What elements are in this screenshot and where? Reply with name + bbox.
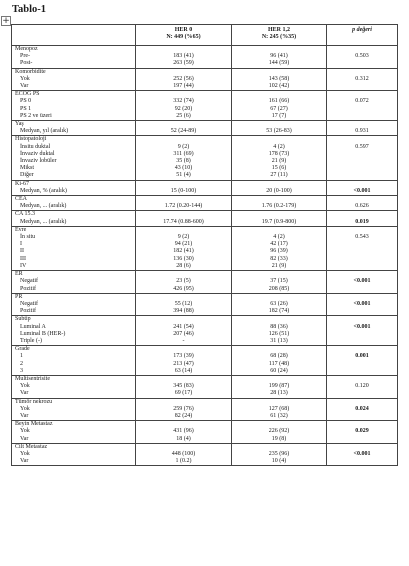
- her0-value: -: [136, 338, 232, 346]
- table-row: [12, 83, 398, 91]
- p-value: 0.931: [327, 128, 398, 136]
- her0-value: 9 (2): [136, 234, 232, 241]
- row-label: I: [12, 241, 136, 248]
- her12-value: 31 (13): [232, 338, 327, 346]
- p-value: [327, 361, 398, 368]
- row-label: Yok: [12, 76, 136, 83]
- row-label: PS 0: [12, 98, 136, 105]
- her12-value: 27 (11): [232, 172, 327, 180]
- table-row: [12, 286, 398, 294]
- her0-value: 52 (24-89): [136, 128, 232, 136]
- row-label: İnsitu duktal: [12, 144, 136, 151]
- her0-value: 263 (59): [136, 60, 232, 68]
- her0-value: 448 (100): [136, 451, 232, 458]
- her12-value: 19.7 (0.9-800): [232, 219, 327, 227]
- section-title: ECOG PS: [12, 91, 136, 99]
- p-value: [327, 113, 398, 121]
- row-label: Medyan, % (aralık): [12, 188, 136, 196]
- her0-value: 28 (6): [136, 263, 232, 271]
- section-spacer: [232, 226, 327, 234]
- section-spacer: [327, 68, 398, 76]
- section-title-row: [12, 346, 398, 354]
- her12-value: 4 (2): [232, 144, 327, 151]
- section-title-row: [12, 211, 398, 219]
- her0-value: 182 (41): [136, 248, 232, 255]
- her12-value: 21 (9): [232, 263, 327, 271]
- table-row: [12, 436, 398, 444]
- row-label: Negatif: [12, 301, 136, 308]
- section-spacer: [136, 180, 232, 188]
- section-spacer: [232, 211, 327, 219]
- her0-value: 252 (56): [136, 76, 232, 83]
- her0-value: 69 (17): [136, 390, 232, 398]
- her12-value: 4 (2): [232, 234, 327, 241]
- row-label: Yok: [12, 428, 136, 435]
- section-title: PR: [12, 293, 136, 301]
- her12-value: 21 (9): [232, 158, 327, 165]
- section-spacer: [327, 293, 398, 301]
- p-value: [327, 436, 398, 444]
- her12-value: 53 (26-83): [232, 128, 327, 136]
- section-spacer: [232, 443, 327, 451]
- her0-value: 213 (47): [136, 361, 232, 368]
- row-label: İn situ: [12, 234, 136, 241]
- p-value: [327, 158, 398, 165]
- row-label: Yok: [12, 451, 136, 458]
- her0-value: 18 (4): [136, 436, 232, 444]
- header-her0: [136, 25, 232, 46]
- section-spacer: [136, 68, 232, 76]
- row-label: İnvaziv duktal: [12, 151, 136, 158]
- her0-value: 92 (20): [136, 106, 232, 113]
- her12-value: 88 (36): [232, 324, 327, 331]
- her0-value: 15 (0-100): [136, 188, 232, 196]
- table-row: [12, 301, 398, 308]
- section-spacer: [327, 346, 398, 354]
- p-value: [327, 263, 398, 271]
- section-spacer: [327, 46, 398, 54]
- row-label: Var: [12, 436, 136, 444]
- section-title-row: [12, 91, 398, 99]
- row-label: Luminal B (HER-): [12, 331, 136, 338]
- p-value: 0.626: [327, 203, 398, 211]
- her0-value: 9 (2): [136, 144, 232, 151]
- her12-value: 199 (87): [232, 383, 327, 390]
- row-label: PS 1: [12, 106, 136, 113]
- table-row: [12, 241, 398, 248]
- her12-value: 67 (27): [232, 106, 327, 113]
- her12-value: 182 (74): [232, 308, 327, 316]
- section-spacer: [327, 375, 398, 383]
- p-value: 0.019: [327, 219, 398, 227]
- section-spacer: [327, 136, 398, 144]
- p-value: 0.597: [327, 144, 398, 151]
- row-label: Pozitif: [12, 308, 136, 316]
- her0-value: 63 (14): [136, 368, 232, 376]
- row-label: Medyan, ... (aralık): [12, 219, 136, 227]
- section-title: Evre: [12, 226, 136, 234]
- table-header-row: [12, 25, 398, 46]
- her12-value: 28 (13): [232, 390, 327, 398]
- section-spacer: [327, 91, 398, 99]
- p-value: [327, 390, 398, 398]
- section-title-row: [12, 293, 398, 301]
- section-title-row: [12, 398, 398, 406]
- her0-value: 431 (96): [136, 428, 232, 435]
- her12-value: 42 (17): [232, 241, 327, 248]
- section-spacer: [232, 375, 327, 383]
- row-label: II: [12, 248, 136, 255]
- row-label: İnvaziv lobüler: [12, 158, 136, 165]
- her12-value: 208 (85): [232, 286, 327, 294]
- her12-value: 96 (39): [232, 248, 327, 255]
- p-value: [327, 256, 398, 263]
- section-title: Subtip: [12, 316, 136, 324]
- her0-value: 1 (0.2): [136, 458, 232, 466]
- her0-value: 426 (95): [136, 286, 232, 294]
- section-title: Beyin Metastaz: [12, 421, 136, 429]
- p-value: 0.072: [327, 98, 398, 105]
- her0-value: 23 (5): [136, 278, 232, 285]
- her12-value: 235 (96): [232, 451, 327, 458]
- row-label: Medyan, yıl (aralık): [12, 128, 136, 136]
- p-value: [327, 83, 398, 91]
- p-value: 0.503: [327, 53, 398, 60]
- row-label: Luminal A: [12, 324, 136, 331]
- table-row: [12, 151, 398, 158]
- her12-value: 144 (59): [232, 60, 327, 68]
- table-row: [12, 458, 398, 466]
- her0-value: 394 (88): [136, 308, 232, 316]
- row-label: Yok: [12, 383, 136, 390]
- row-label: Negatif: [12, 278, 136, 285]
- p-value: [327, 286, 398, 294]
- section-spacer: [136, 375, 232, 383]
- table-row: [12, 76, 398, 83]
- row-label: III: [12, 256, 136, 263]
- p-value: [327, 165, 398, 172]
- her0-value: 25 (6): [136, 113, 232, 121]
- her0-value: 94 (21): [136, 241, 232, 248]
- row-label: Diğer: [12, 172, 136, 180]
- table-row: [12, 172, 398, 180]
- row-label: Var: [12, 458, 136, 466]
- row-label: IV: [12, 263, 136, 271]
- row-label: Var: [12, 413, 136, 421]
- row-label: Var: [12, 390, 136, 398]
- section-title-row: [12, 180, 398, 188]
- p-value: [327, 308, 398, 316]
- row-label: 1: [12, 353, 136, 360]
- header-her12-title: HER 1,2: [267, 27, 290, 33]
- her12-value: 102 (42): [232, 83, 327, 91]
- table-row: [12, 338, 398, 346]
- her0-value: 35 (8): [136, 158, 232, 165]
- section-title-row: [12, 226, 398, 234]
- p-value: 0.024: [327, 406, 398, 413]
- section-title-row: [12, 46, 398, 54]
- row-label: Post-: [12, 60, 136, 68]
- section-spacer: [232, 398, 327, 406]
- p-value: <0.001: [327, 188, 398, 196]
- her12-value: 226 (92): [232, 428, 327, 435]
- data-table: [11, 24, 398, 466]
- her0-value: 55 (12): [136, 301, 232, 308]
- table-row: [12, 219, 398, 227]
- table-row: [12, 413, 398, 421]
- section-title: Yaş: [12, 121, 136, 129]
- section-spacer: [136, 211, 232, 219]
- her12-value: 19 (8): [232, 436, 327, 444]
- table-row: [12, 428, 398, 435]
- section-spacer: [327, 316, 398, 324]
- header-her12-n: N: 245 (%35): [261, 34, 297, 41]
- her12-value: 96 (41): [232, 53, 327, 60]
- p-value: 0.312: [327, 76, 398, 83]
- p-value: <0.001: [327, 451, 398, 458]
- her0-value: 43 (10): [136, 165, 232, 172]
- header-label-col: [12, 25, 136, 46]
- her12-value: 10 (4): [232, 458, 327, 466]
- table-row: [12, 234, 398, 241]
- her12-value: 127 (68): [232, 406, 327, 413]
- section-spacer: [232, 293, 327, 301]
- p-value: [327, 248, 398, 255]
- her12-value: 15 (6): [232, 165, 327, 172]
- section-spacer: [327, 398, 398, 406]
- row-label: Medyan, ... (aralık): [12, 203, 136, 211]
- p-value: [327, 106, 398, 113]
- her12-value: 126 (51): [232, 331, 327, 338]
- her12-value: 17 (7): [232, 113, 327, 121]
- header-her0-title: HER 0: [174, 27, 193, 33]
- section-spacer: [327, 121, 398, 129]
- her0-value: 136 (30): [136, 256, 232, 263]
- her0-value: 207 (46): [136, 331, 232, 338]
- her12-value: 82 (33): [232, 256, 327, 263]
- her0-value: 197 (44): [136, 83, 232, 91]
- section-title: Histopatoloji: [12, 136, 136, 144]
- section-spacer: [232, 180, 327, 188]
- p-value: 0.543: [327, 234, 398, 241]
- table-row: [12, 451, 398, 458]
- section-spacer: [136, 398, 232, 406]
- table-row: [12, 256, 398, 263]
- section-title-row: [12, 136, 398, 144]
- row-label: Var: [12, 83, 136, 91]
- section-spacer: [327, 443, 398, 451]
- table-row: [12, 53, 398, 60]
- section-title-row: [12, 375, 398, 383]
- section-title: CA 15.3: [12, 211, 136, 219]
- her0-value: 311 (69): [136, 151, 232, 158]
- p-value: [327, 338, 398, 346]
- table-row: [12, 331, 398, 338]
- row-label: Pre-: [12, 53, 136, 60]
- p-value: [327, 241, 398, 248]
- her12-value: 63 (26): [232, 301, 327, 308]
- p-value: <0.001: [327, 301, 398, 308]
- her12-value: 161 (66): [232, 98, 327, 105]
- row-label: Yok: [12, 406, 136, 413]
- row-label: 3: [12, 368, 136, 376]
- section-spacer: [327, 271, 398, 279]
- table-row: [12, 361, 398, 368]
- row-label: Pozitif: [12, 286, 136, 294]
- section-title-row: [12, 121, 398, 129]
- table-row: [12, 406, 398, 413]
- section-title: Menopoz: [12, 46, 136, 54]
- table-move-handle-icon[interactable]: +: [2, 16, 10, 26]
- section-spacer: [327, 180, 398, 188]
- her12-value: 20 (0-100): [232, 188, 327, 196]
- her0-value: 173 (39): [136, 353, 232, 360]
- section-title: Cilt Metastaz: [12, 443, 136, 451]
- section-spacer: [232, 68, 327, 76]
- section-title-row: [12, 196, 398, 204]
- p-value: <0.001: [327, 278, 398, 285]
- row-label: Mikst: [12, 165, 136, 172]
- p-value: [327, 458, 398, 466]
- section-title: Multisentrisite: [12, 375, 136, 383]
- table-row: [12, 60, 398, 68]
- p-value: [327, 368, 398, 376]
- her0-value: 241 (54): [136, 324, 232, 331]
- p-value: [327, 331, 398, 338]
- section-spacer: [136, 443, 232, 451]
- her12-value: 143 (58): [232, 76, 327, 83]
- section-title: Grade: [12, 346, 136, 354]
- table-row: [12, 144, 398, 151]
- section-spacer: [136, 226, 232, 234]
- section-spacer: [136, 293, 232, 301]
- table-row: [12, 324, 398, 331]
- section-spacer: [327, 211, 398, 219]
- table-row: [12, 203, 398, 211]
- row-label: Triple (-): [12, 338, 136, 346]
- table-row: [12, 390, 398, 398]
- p-value: 0.029: [327, 428, 398, 435]
- p-value: [327, 413, 398, 421]
- her12-value: 68 (28): [232, 353, 327, 360]
- her0-value: 82 (24): [136, 413, 232, 421]
- table-row: [12, 383, 398, 390]
- her0-value: 17.74 (0.88-600): [136, 219, 232, 227]
- table-row: [12, 113, 398, 121]
- table-row: [12, 278, 398, 285]
- her0-value: 1.72 (0.20-144): [136, 203, 232, 211]
- table-row: [12, 188, 398, 196]
- header-her0-n: N: 449 (%65): [166, 34, 201, 41]
- her12-value: 117 (48): [232, 361, 327, 368]
- table-row: [12, 128, 398, 136]
- table-row: [12, 368, 398, 376]
- row-label: 2: [12, 361, 136, 368]
- p-value: [327, 151, 398, 158]
- her0-value: 183 (41): [136, 53, 232, 60]
- her0-value: 332 (74): [136, 98, 232, 105]
- her0-value: 51 (4): [136, 172, 232, 180]
- table-row: [12, 248, 398, 255]
- table-row: [12, 98, 398, 105]
- section-title: CEA: [12, 196, 136, 204]
- section-title-row: [12, 316, 398, 324]
- section-title: ER: [12, 271, 136, 279]
- table-row: [12, 353, 398, 360]
- her0-value: 345 (83): [136, 383, 232, 390]
- table-row: [12, 158, 398, 165]
- section-title: Tümör nekrozu: [12, 398, 136, 406]
- section-spacer: [327, 196, 398, 204]
- section-spacer: [232, 316, 327, 324]
- table-row: [12, 308, 398, 316]
- section-spacer: [136, 136, 232, 144]
- section-title-row: [12, 68, 398, 76]
- header-p-value: p değeri: [327, 25, 398, 46]
- her12-value: 178 (73): [232, 151, 327, 158]
- table-row: [12, 165, 398, 172]
- her12-value: 61 (32): [232, 413, 327, 421]
- table-title: Tablo-1: [12, 4, 47, 15]
- section-title: Ki-67: [12, 180, 136, 188]
- p-value: 0.001: [327, 353, 398, 360]
- section-spacer: [232, 136, 327, 144]
- table-row: [12, 106, 398, 113]
- section-spacer: [327, 421, 398, 429]
- her12-value: 60 (24): [232, 368, 327, 376]
- p-value: [327, 60, 398, 68]
- table-row: [12, 263, 398, 271]
- p-value: [327, 172, 398, 180]
- section-title-row: [12, 271, 398, 279]
- her12-value: 1.76 (0.2-179): [232, 203, 327, 211]
- section-spacer: [136, 316, 232, 324]
- header-her12: [232, 25, 327, 46]
- p-value: <0.001: [327, 324, 398, 331]
- p-value: 0.120: [327, 383, 398, 390]
- section-title-row: [12, 421, 398, 429]
- section-spacer: [327, 226, 398, 234]
- her12-value: 37 (15): [232, 278, 327, 285]
- table-body: [12, 46, 398, 466]
- section-title-row: [12, 443, 398, 451]
- section-title: Komorbidite: [12, 68, 136, 76]
- row-label: PS 2 ve üzeri: [12, 113, 136, 121]
- her0-value: 259 (76): [136, 406, 232, 413]
